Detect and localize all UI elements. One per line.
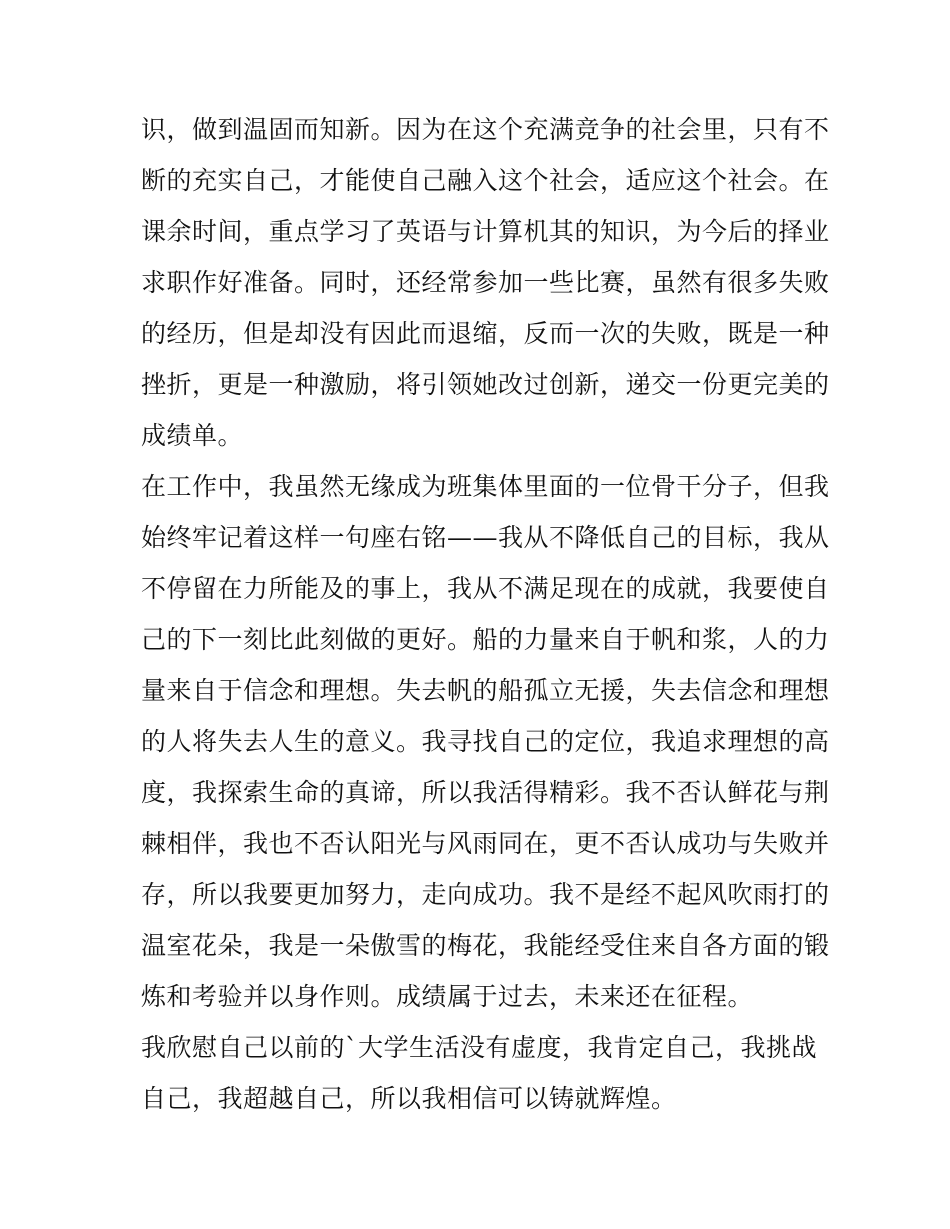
text-line: 课余时间，重点学习了英语与计算机其的知识，为今后的择业 [141, 217, 830, 246]
text-line: 成绩单。 [141, 421, 244, 450]
text-line: 不停留在力所能及的事上，我从不满足现在的成就，我要使自 [141, 574, 830, 603]
text-line: 炼和考验并以身作则。成绩属于过去，未来还在征程。 [141, 982, 754, 1011]
text-line: 棘相伴，我也不否认阳光与风雨同在，更不否认成功与失败并 [141, 829, 830, 858]
text-line: 量来自于信念和理想。失去帆的船孤立无援，失去信念和理想 [141, 676, 830, 705]
text-line: 断的充实自己，才能使自己融入这个社会，适应这个社会。在 [141, 166, 830, 195]
text-line: 始终牢记着这样一句座右铭——我从不降低自己的目标，我从 [141, 523, 830, 552]
text-line: 的人将失去人生的意义。我寻找自己的定位，我追求理想的高 [141, 727, 830, 756]
text-line: 自己，我超越自己，所以我相信可以铸就辉煌。 [141, 1084, 677, 1113]
text-line: 温室花朵，我是一朵傲雪的梅花，我能经受住来自各方面的锻 [141, 931, 830, 960]
text-line: 我欣慰自己以前的`大学生活没有虚度，我肯定自己，我挑战 [141, 1033, 818, 1062]
text-line: 识，做到温固而知新。因为在这个充满竞争的社会里，只有不 [141, 115, 830, 144]
text-line: 在工作中，我虽然无缘成为班集体里面的一位骨干分子，但我 [141, 472, 830, 501]
text-line: 存，所以我要更加努力，走向成功。我不是经不起风吹雨打的 [141, 880, 830, 909]
text-line: 己的下一刻比此刻做的更好。船的力量来自于帆和浆，人的力 [141, 625, 830, 654]
text-line: 的经历，但是却没有因此而退缩，反而一次的失败，既是一种 [141, 319, 830, 348]
text-line: 度，我探索生命的真谛，所以我活得精彩。我不否认鲜花与荆 [141, 778, 830, 807]
text-line: 求职作好准备。同时，还经常参加一些比赛，虽然有很多失败 [141, 268, 830, 297]
text-line: 挫折，更是一种激励，将引领她改过创新，递交一份更完美的 [141, 370, 830, 399]
